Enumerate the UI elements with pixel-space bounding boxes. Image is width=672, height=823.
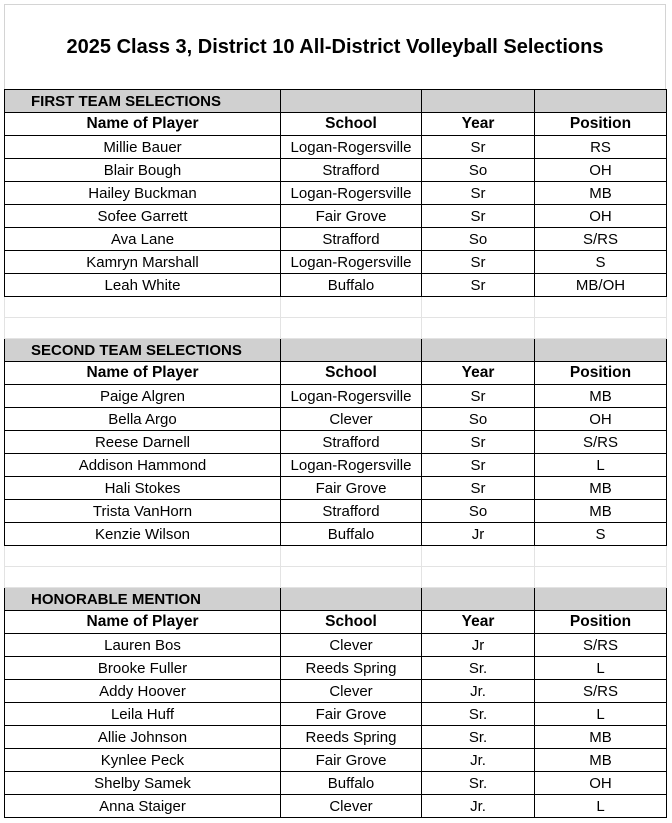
player-school: Buffalo: [281, 523, 422, 546]
player-school: Strafford: [281, 159, 422, 182]
header-school: School: [281, 113, 422, 136]
player-year: Sr: [422, 136, 535, 159]
header-name: Name of Player: [5, 362, 281, 385]
empty-cell: [422, 339, 535, 362]
empty-cell: [422, 318, 535, 339]
selections-table: [4, 89, 667, 818]
empty-cell: [5, 297, 281, 318]
player-position: S: [535, 251, 667, 274]
player-name: Bella Argo: [5, 408, 281, 431]
column-header-row: [5, 113, 667, 136]
empty-cell: [281, 546, 422, 567]
player-position: S/RS: [535, 634, 667, 657]
spreadsheet: [4, 4, 666, 818]
player-school: Fair Grove: [281, 703, 422, 726]
player-position: MB: [535, 477, 667, 500]
spacer-row: [5, 567, 667, 588]
player-school: Fair Grove: [281, 205, 422, 228]
player-position: MB: [535, 749, 667, 772]
player-year: Jr.: [422, 795, 535, 818]
player-position: RS: [535, 136, 667, 159]
table-row: [5, 159, 667, 182]
column-header-row: [5, 362, 667, 385]
player-name: Kynlee Peck: [5, 749, 281, 772]
table-row: [5, 136, 667, 159]
player-year: Jr: [422, 523, 535, 546]
header-position: Position: [535, 362, 667, 385]
header-name: Name of Player: [5, 611, 281, 634]
player-year: Jr.: [422, 680, 535, 703]
table-row: [5, 228, 667, 251]
player-name: Sofee Garrett: [5, 205, 281, 228]
empty-cell: [281, 297, 422, 318]
empty-cell: [535, 339, 667, 362]
table-row: [5, 385, 667, 408]
player-name: Allie Johnson: [5, 726, 281, 749]
player-school: Logan-Rogersville: [281, 385, 422, 408]
player-position: S: [535, 523, 667, 546]
player-year: Sr.: [422, 726, 535, 749]
player-school: Clever: [281, 408, 422, 431]
empty-cell: [281, 339, 422, 362]
section-label: FIRST TEAM SELECTIONS: [5, 90, 281, 113]
column-header-row: [5, 611, 667, 634]
player-year: Sr.: [422, 703, 535, 726]
header-name: Name of Player: [5, 113, 281, 136]
player-year: So: [422, 159, 535, 182]
player-name: Kenzie Wilson: [5, 523, 281, 546]
empty-cell: [281, 90, 422, 113]
table-row: [5, 795, 667, 818]
player-school: Clever: [281, 795, 422, 818]
player-position: S/RS: [535, 431, 667, 454]
table-row: [5, 523, 667, 546]
player-year: Sr: [422, 182, 535, 205]
table-row: [5, 431, 667, 454]
table-row: [5, 251, 667, 274]
player-school: Strafford: [281, 500, 422, 523]
player-year: Sr: [422, 385, 535, 408]
empty-cell: [281, 567, 422, 588]
header-position: Position: [535, 611, 667, 634]
player-year: Sr: [422, 477, 535, 500]
player-name: Lauren Bos: [5, 634, 281, 657]
empty-cell: [422, 90, 535, 113]
player-year: Sr: [422, 454, 535, 477]
empty-cell: [535, 567, 667, 588]
spacer-row: [5, 546, 667, 567]
player-school: Logan-Rogersville: [281, 182, 422, 205]
player-name: Ava Lane: [5, 228, 281, 251]
table-row: [5, 454, 667, 477]
player-school: Clever: [281, 634, 422, 657]
player-position: S/RS: [535, 680, 667, 703]
empty-cell: [422, 297, 535, 318]
empty-cell: [281, 588, 422, 611]
player-school: Logan-Rogersville: [281, 251, 422, 274]
player-year: Sr.: [422, 772, 535, 795]
player-school: Buffalo: [281, 274, 422, 297]
table-row: [5, 703, 667, 726]
player-position: L: [535, 795, 667, 818]
player-year: So: [422, 500, 535, 523]
player-school: Fair Grove: [281, 477, 422, 500]
player-position: L: [535, 454, 667, 477]
player-position: L: [535, 657, 667, 680]
table-row: [5, 634, 667, 657]
player-position: S/RS: [535, 228, 667, 251]
player-school: Clever: [281, 680, 422, 703]
table-row: [5, 680, 667, 703]
table-row: [5, 749, 667, 772]
player-school: Logan-Rogersville: [281, 136, 422, 159]
empty-cell: [281, 318, 422, 339]
section-label: HONORABLE MENTION: [5, 588, 281, 611]
player-name: Shelby Samek: [5, 772, 281, 795]
player-position: L: [535, 703, 667, 726]
player-year: Jr: [422, 634, 535, 657]
table-row: [5, 408, 667, 431]
player-position: OH: [535, 159, 667, 182]
player-name: Kamryn Marshall: [5, 251, 281, 274]
player-position: OH: [535, 408, 667, 431]
player-name: Anna Staiger: [5, 795, 281, 818]
player-name: Leila Huff: [5, 703, 281, 726]
player-name: Reese Darnell: [5, 431, 281, 454]
header-year: Year: [422, 611, 535, 634]
header-year: Year: [422, 113, 535, 136]
player-school: Reeds Spring: [281, 726, 422, 749]
empty-cell: [535, 297, 667, 318]
player-name: Addison Hammond: [5, 454, 281, 477]
header-position: Position: [535, 113, 667, 136]
player-position: OH: [535, 772, 667, 795]
player-school: Reeds Spring: [281, 657, 422, 680]
section-header-row: [5, 90, 667, 113]
table-row: [5, 182, 667, 205]
player-name: Addy Hoover: [5, 680, 281, 703]
empty-cell: [5, 546, 281, 567]
page-title: 2025 Class 3, District 10 All-District Volleyball Selections: [4, 4, 666, 89]
player-name: Blair Bough: [5, 159, 281, 182]
section-header-row: [5, 588, 667, 611]
player-school: Buffalo: [281, 772, 422, 795]
empty-cell: [535, 588, 667, 611]
header-school: School: [281, 611, 422, 634]
player-position: OH: [535, 205, 667, 228]
player-position: MB: [535, 500, 667, 523]
table-row: [5, 657, 667, 680]
player-position: MB: [535, 182, 667, 205]
player-name: Trista VanHorn: [5, 500, 281, 523]
player-name: Leah White: [5, 274, 281, 297]
spacer-row: [5, 318, 667, 339]
header-year: Year: [422, 362, 535, 385]
table-row: [5, 205, 667, 228]
player-year: Sr.: [422, 657, 535, 680]
table-row: [5, 477, 667, 500]
player-year: Sr: [422, 431, 535, 454]
player-name: Paige Algren: [5, 385, 281, 408]
section-header-row: [5, 339, 667, 362]
table-row: [5, 726, 667, 749]
player-year: So: [422, 408, 535, 431]
player-name: Brooke Fuller: [5, 657, 281, 680]
player-school: Strafford: [281, 431, 422, 454]
player-name: Hali Stokes: [5, 477, 281, 500]
table-row: [5, 500, 667, 523]
empty-cell: [535, 90, 667, 113]
section-label: SECOND TEAM SELECTIONS: [5, 339, 281, 362]
empty-cell: [535, 318, 667, 339]
table-row: [5, 772, 667, 795]
player-name: Millie Bauer: [5, 136, 281, 159]
empty-cell: [422, 588, 535, 611]
empty-cell: [5, 318, 281, 339]
player-year: Jr.: [422, 749, 535, 772]
player-year: Sr: [422, 251, 535, 274]
player-year: Sr: [422, 274, 535, 297]
empty-cell: [5, 567, 281, 588]
table-row: [5, 274, 667, 297]
player-year: Sr: [422, 205, 535, 228]
player-school: Logan-Rogersville: [281, 454, 422, 477]
header-school: School: [281, 362, 422, 385]
player-position: MB: [535, 385, 667, 408]
empty-cell: [422, 546, 535, 567]
player-position: MB/OH: [535, 274, 667, 297]
player-name: Hailey Buckman: [5, 182, 281, 205]
player-year: So: [422, 228, 535, 251]
spacer-row: [5, 297, 667, 318]
empty-cell: [422, 567, 535, 588]
empty-cell: [535, 546, 667, 567]
player-position: MB: [535, 726, 667, 749]
player-school: Strafford: [281, 228, 422, 251]
player-school: Fair Grove: [281, 749, 422, 772]
